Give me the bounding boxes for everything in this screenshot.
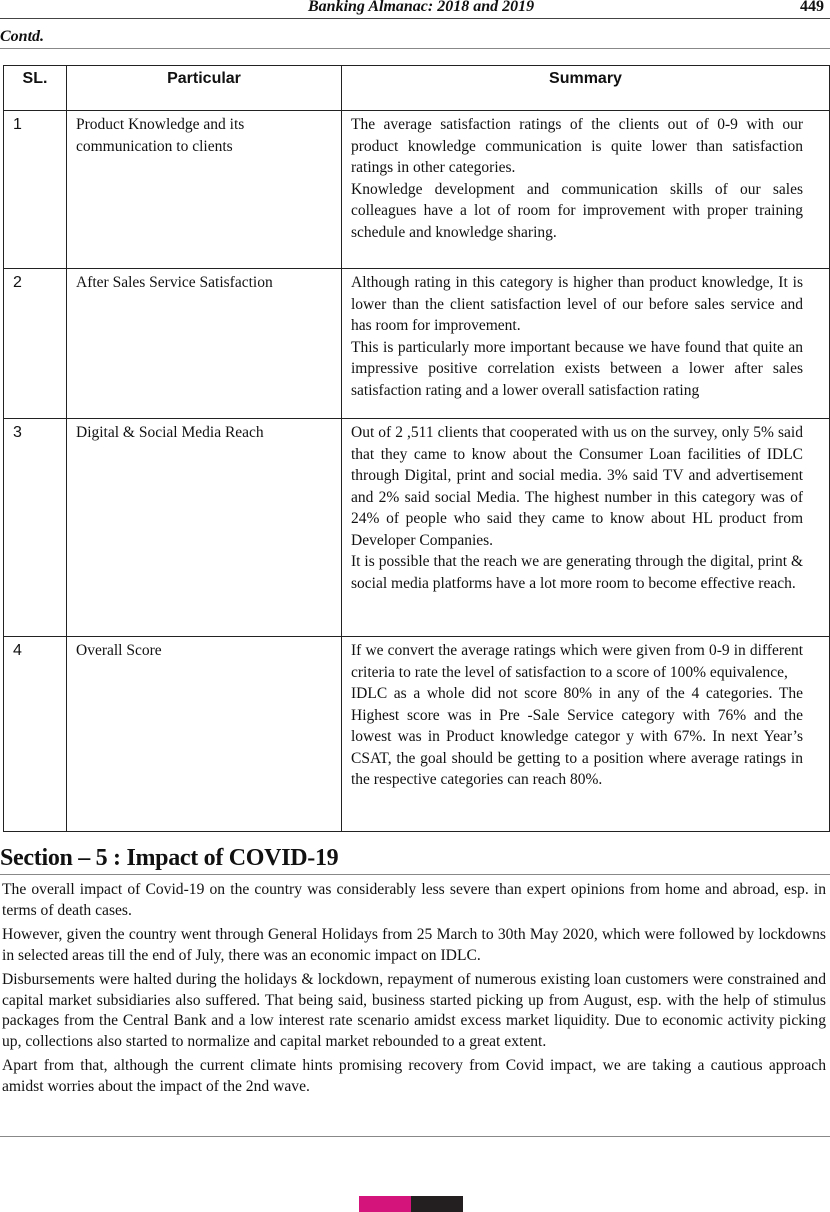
section-title: Section – 5 : Impact of COVID-19 xyxy=(0,845,339,871)
body-paragraph: Disbursements were halted during the holidays & lockdown, repayment of numerous existing loan customers were constrained and capital market subsidiaries also suffered. That being said, business started picking up from August, esp. with the help of stimulus packages from the Central Bank and a low interest rate scenario amidst excess market liquidity. Due to economic activity picking up, collections also started to normalize and capital market rebounded to a great extent. xyxy=(2,971,826,1050)
row-sl: 4 xyxy=(4,637,67,832)
summary-paragraph: Although rating in this category is higher than product knowledge, It is lower than the client satisfaction level of our before sales service and has room for improvement. xyxy=(351,274,803,334)
table-row xyxy=(4,637,830,832)
column-header-particular: Particular xyxy=(67,66,342,111)
row-particular: After Sales Service Satisfaction xyxy=(67,269,342,419)
column-header-summary: Summary xyxy=(342,66,830,111)
summary-table xyxy=(3,65,830,832)
table-row xyxy=(4,419,830,637)
summary-paragraph: If we convert the average ratings which were given from 0-9 in different criteria to rate the level of satisfaction to a score of 100% equivalence, xyxy=(351,642,803,681)
table-header-row xyxy=(4,66,830,111)
column-header-sl: SL. xyxy=(4,66,67,111)
contd-label: Contd. xyxy=(0,28,45,45)
section-body xyxy=(2,880,826,1101)
row-summary xyxy=(342,111,830,269)
body-paragraph: The overall impact of Covid-19 on the country was considerably less severe than expert opinions from home and abroad, esp. in terms of death cases. xyxy=(2,881,826,919)
body-paragraph: Apart from that, although the current climate hints promising recovery from Covid impact, we are taking a cautious approach amidst worries about the impact of the 2nd wave. xyxy=(2,1057,826,1095)
footer-bar-dark xyxy=(411,1196,463,1212)
table-row xyxy=(4,269,830,419)
row-sl: 2 xyxy=(4,269,67,419)
row-sl: 3 xyxy=(4,419,67,637)
row-summary xyxy=(342,637,830,832)
row-particular: Overall Score xyxy=(67,637,342,832)
row-summary xyxy=(342,419,830,637)
page-header xyxy=(0,0,830,17)
row-particular: Product Knowledge and its communication to clients xyxy=(67,111,342,269)
page-number: 449 xyxy=(800,0,824,15)
summary-paragraph: The average satisfaction ratings of the clients out of 0-9 with our product knowledge communication is quite lower than satisfaction ratings in other categories. xyxy=(351,116,803,176)
header-divider xyxy=(0,18,830,19)
row-summary xyxy=(342,269,830,419)
summary-paragraph: This is particularly more important because we have found that quite an impressive positive correlation exists between a lower after sales satisfaction rating and a lower overall satisfaction rating xyxy=(351,338,803,399)
running-title: Banking Almanac: 2018 and 2019 xyxy=(308,0,535,15)
summary-paragraph: IDLC as a whole did not score 80% in any of the 4 categories. The Highest score was in Pre -Sale Service category with 76% and the lowest was in Product knowledge categor y with 67%. In next Year’s CSAT, the goal should be getting to a position where average ratings in the respective categories can reach 80%. xyxy=(351,685,803,788)
table-row xyxy=(4,111,830,269)
footer-bar-magenta xyxy=(359,1196,411,1212)
contd-divider xyxy=(0,48,830,49)
summary-paragraph: Out of 2 ,511 clients that cooperated with us on the survey, only 5% said that they came to know about the Consumer Loan facilities of IDLC through Digital, print and social media. 3% said TV and advertisement and 2% said social Media. The highest number in this category was of 24% of people who said they came to know about HL product from Developer Companies. xyxy=(351,424,803,549)
row-sl: 1 xyxy=(4,111,67,269)
row-particular: Digital & Social Media Reach xyxy=(67,419,342,637)
body-paragraph: However, given the country went through General Holidays from 25 March to 30th May 2020, which were followed by lockdowns in selected areas till the end of July, there was an economic impact on IDLC. xyxy=(2,926,826,964)
summary-paragraph: It is possible that the reach we are generating through the digital, print & social media platforms have a lot more room to become effective reach. xyxy=(351,553,803,592)
bottom-divider xyxy=(0,1136,830,1137)
summary-paragraph: Knowledge development and communication skills of our sales colleagues have a lot of room for improvement with proper training schedule and knowledge sharing. xyxy=(351,180,803,241)
section-divider xyxy=(0,874,830,875)
